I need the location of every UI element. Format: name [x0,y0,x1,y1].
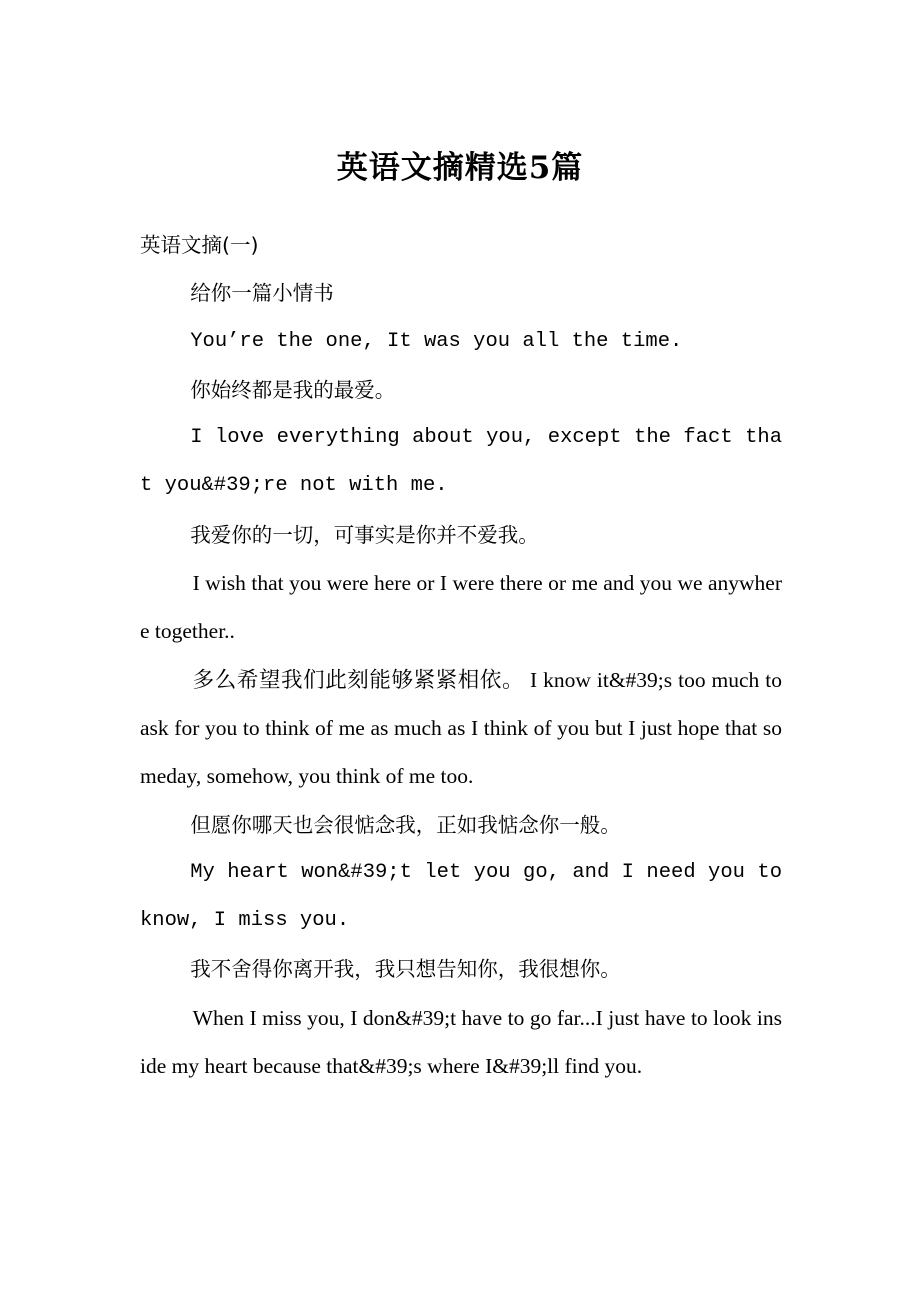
paragraph-11: When I miss you, I don&#39;t have to go far...I just have to look inside my heart because that&#39;s where I&#39;ll find you. [140,1005,782,1079]
paragraph-6: I wish that you were here or I were there or me and you we anywhere together.. [140,571,782,644]
paragraph-5: 我爱你的一切，可事实是你并不爱我。 [190,522,539,547]
paragraph-4: I love everything about you, except the fact that you&#39;re not with me. [140,426,782,498]
paragraph-2: You’re the one, It was you all the time. [190,329,683,353]
document-title: 英语文摘精选5篇 [336,150,584,186]
paragraph-9: My heart won&#39;t let you go, and I need you to know, I miss you. [140,860,782,933]
paragraph-10: 我不舍得你离开我，我只想告知你，我很想你。 [190,957,621,982]
paragraph-3: 你始终都是我的最爱。 [190,377,396,402]
paragraph-7: 多么希望我们此刻能够紧紧相依。 I know it&#39;s too much to ask for you to think of me as much as I think of you but I just hope that someday, somehow, you think of me too. [140,667,782,789]
paragraph-8: 但愿你哪天也会很惦念我，正如我惦念你一般。 [190,812,621,837]
paragraph-1: 给你一篇小情书 [190,281,334,306]
document-body [140,221,782,1090]
section-heading: 英语文摘(一) [140,233,259,257]
